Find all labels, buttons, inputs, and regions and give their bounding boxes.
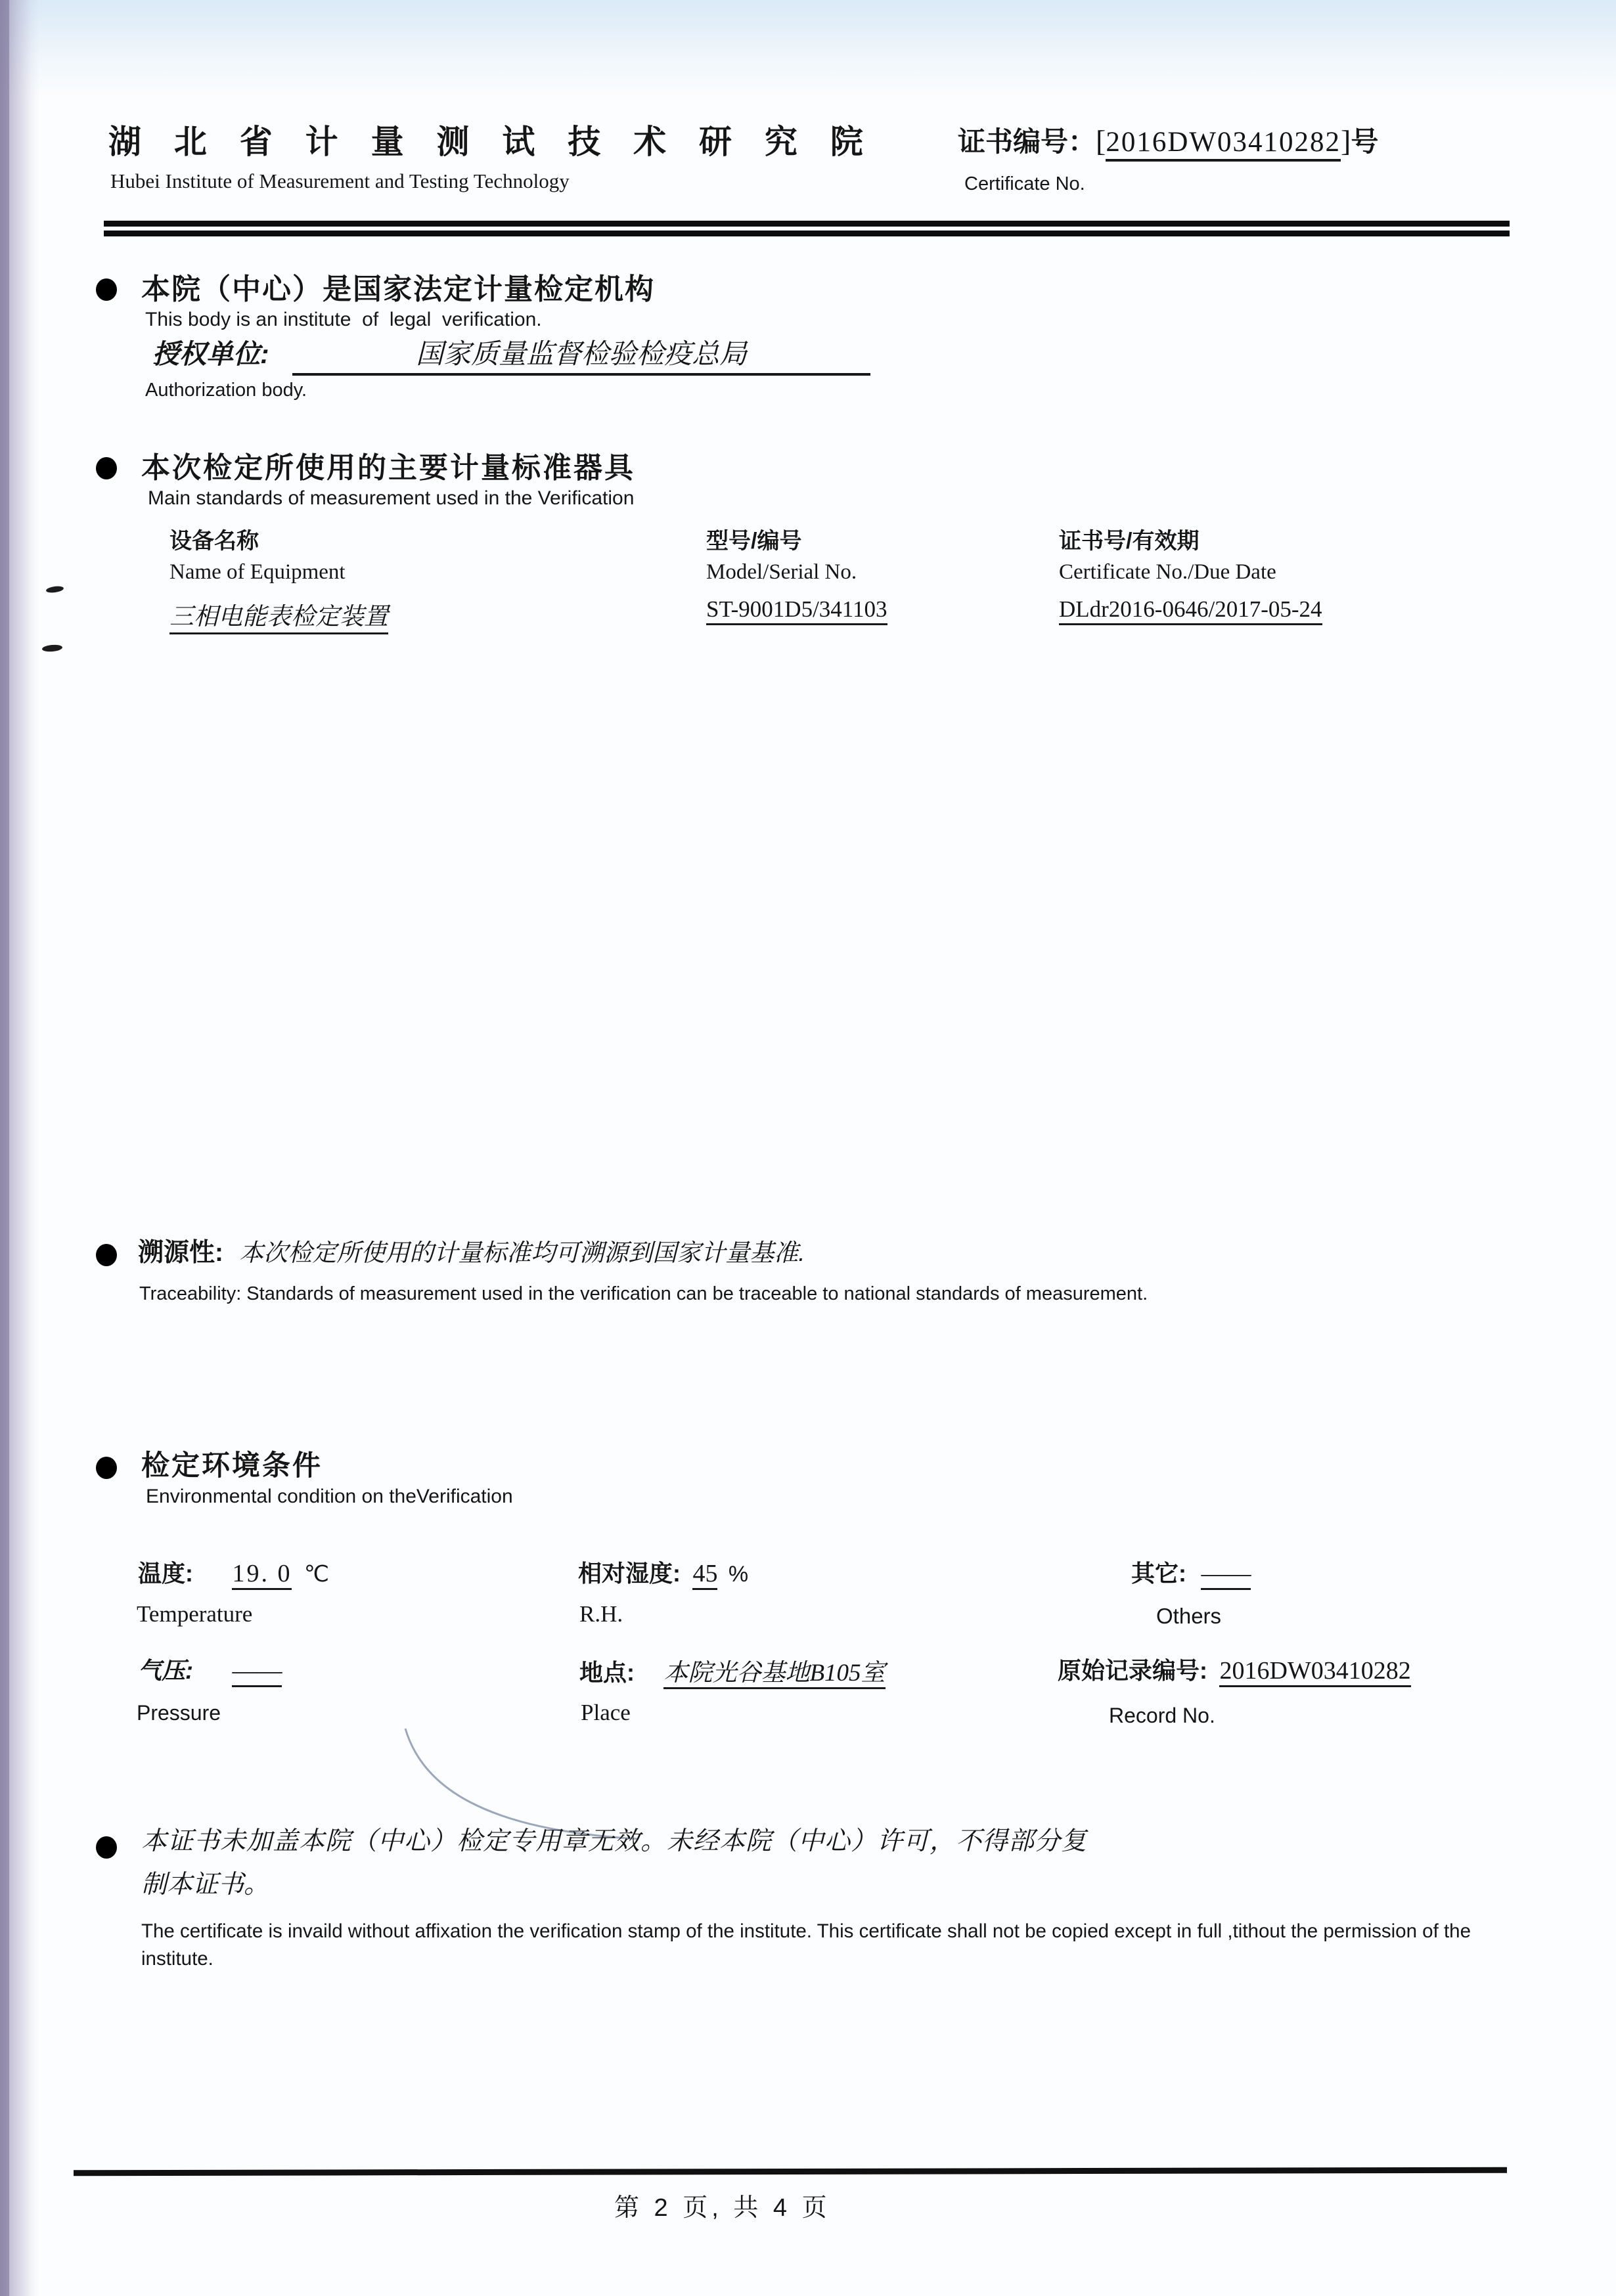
authorization-label-cn: 授权单位: — [152, 339, 269, 369]
place-label-cn: 地点: — [579, 1659, 635, 1686]
standards-title-cn: 本次检定所使用的主要计量标准器具 — [141, 452, 635, 484]
pressure-label-cn: 气压: — [138, 1657, 193, 1684]
bullet-icon — [96, 1457, 117, 1479]
bullet-icon — [96, 1244, 117, 1266]
humidity-label-cn: 相对湿度: — [578, 1560, 681, 1587]
humidity-unit: % — [728, 1562, 749, 1587]
page-number: 第 2 页, 共 4 页 — [614, 2194, 831, 2222]
env-field-pressure — [138, 1652, 282, 1686]
notice-text-cn-line1: 本证书未加盖本院（中心）检定专用章无效。未经本院（中心）许可，不得部分复 — [141, 1827, 1088, 1855]
col-header-equipment-cn: 设备名称 — [169, 529, 259, 554]
humidity-value: 45 — [692, 1560, 717, 1590]
humidity-label-en: R.H. — [579, 1601, 623, 1627]
standards-title-en: Main standards of measurement used in the Verification — [148, 487, 635, 509]
traceability-text-en: Traceability: Standards of measurement used in the verification can be traceable to national standards of measurement. — [139, 1283, 1148, 1304]
record-no-label-cn: 原始记录编号: — [1058, 1657, 1207, 1684]
temperature-unit: ℃ — [303, 1562, 330, 1587]
table-row-model: ST-9001D5/341103 — [706, 596, 887, 625]
env-field-place — [579, 1652, 886, 1688]
place-label-en: Place — [581, 1700, 631, 1725]
pressure-value: —— — [232, 1657, 282, 1687]
certificate-number-bracket-close: ] — [1340, 124, 1351, 158]
env-field-record-no — [1058, 1652, 1411, 1686]
notice-text-cn-line2: 制本证书。 — [141, 1870, 270, 1899]
table-row-cert: DLdr2016-0646/2017-05-24 — [1059, 596, 1322, 625]
place-value: 本院光谷基地B105室 — [663, 1660, 885, 1689]
col-header-equipment-en: Name of Equipment — [169, 560, 346, 584]
scan-mark — [46, 585, 64, 594]
institute-title-cn: 湖 北 省 计 量 测 试 技 术 研 究 院 — [108, 123, 875, 160]
footer-divider — [74, 2167, 1507, 2176]
env-field-humidity — [578, 1555, 748, 1589]
table-row-equipment: 三相电能表检定装置 — [169, 596, 388, 634]
authorization-label-en: Authorization body. — [145, 380, 307, 401]
record-no-value: 2016DW03410282 — [1219, 1657, 1410, 1687]
temperature-value: 19. 0 — [232, 1560, 292, 1590]
pressure-label-en: Pressure — [137, 1701, 221, 1725]
notice-text-en: The certificate is invaild without affixation the verification stamp of the institute. This certificate shall not be copied except in full ,tithout the permission of the institute. — [141, 1920, 1471, 1970]
legal-title-en: This body is an institute of legal verification. — [145, 309, 542, 330]
col-header-cert-en: Certificate No./Due Date — [1059, 560, 1276, 584]
certificate-number-bracket-open: [ — [1096, 124, 1106, 158]
record-no-label-en: Record No. — [1109, 1704, 1215, 1727]
certificate-number-label-en: Certificate No. — [964, 173, 1085, 194]
certificate-number-value: 2016DW03410282 — [1106, 127, 1341, 162]
certificate-number-suffix: 号 — [1351, 126, 1379, 157]
header-divider — [104, 221, 1510, 236]
certificate-number-label-cn: 证书编号： — [958, 126, 1096, 157]
legal-title-cn: 本院（中心）是国家法定计量检定机构 — [141, 273, 655, 305]
col-header-model-cn: 型号/编号 — [706, 529, 802, 554]
environment-title-en: Environmental condition on theVerification — [146, 1486, 513, 1507]
scan-mark — [42, 644, 63, 653]
certificate-number-line — [958, 120, 1378, 160]
others-label-en: Others — [1156, 1604, 1222, 1628]
col-header-cert-cn: 证书号/有效期 — [1059, 529, 1200, 554]
env-field-others — [1131, 1555, 1251, 1589]
bullet-icon — [96, 278, 117, 301]
traceability-text-cn: 本次检定所使用的计量标准均可溯源到国家计量基准. — [239, 1239, 805, 1266]
bullet-icon — [96, 457, 117, 479]
others-value: —— — [1201, 1560, 1251, 1590]
others-label-cn: 其它: — [1131, 1560, 1186, 1587]
scan-top-tint — [0, 0, 1616, 99]
scan-left-shadow-core — [0, 0, 9, 2296]
authorization-row — [152, 332, 870, 376]
env-field-temperature — [138, 1555, 329, 1589]
institute-title-en: Hubei Institute of Measurement and Testing Technology — [110, 169, 570, 192]
temperature-label-cn: 温度: — [138, 1560, 193, 1587]
environment-title-cn: 检定环境条件 — [141, 1450, 323, 1482]
col-header-model-en: Model/Serial No. — [706, 560, 857, 584]
authorization-value: 国家质量监督检验检疫总局 — [292, 332, 870, 376]
bullet-icon — [96, 1836, 117, 1859]
traceability-line-cn — [138, 1232, 805, 1269]
temperature-label-en: Temperature — [137, 1601, 253, 1627]
traceability-label-cn: 溯源性: — [138, 1239, 223, 1267]
